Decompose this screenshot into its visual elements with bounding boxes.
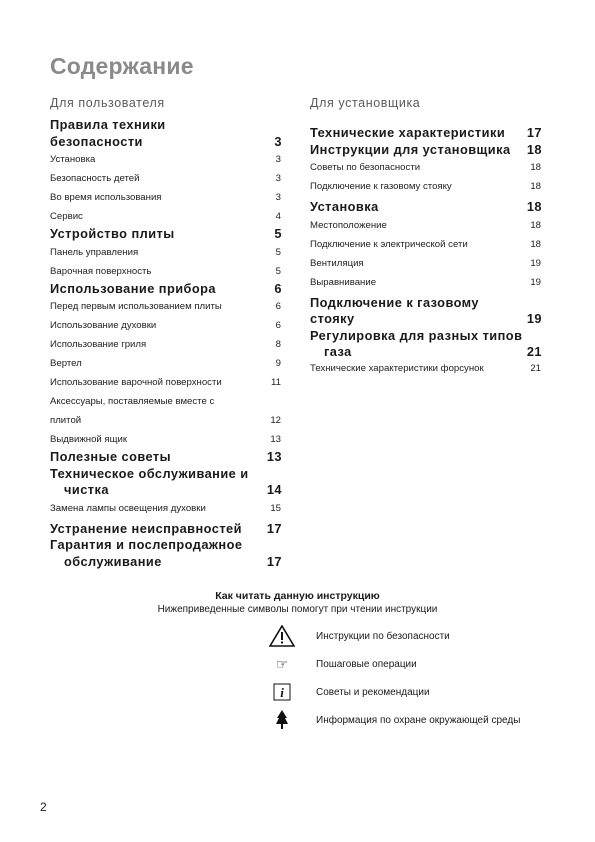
toc-item-label: Использование духовки <box>50 320 157 331</box>
legend-text: Пошаговые операции <box>316 658 417 670</box>
toc-page-number: 4 <box>275 211 281 222</box>
toc-item-label: Использование гриля <box>50 339 147 350</box>
toc-page-number: 3 <box>274 133 282 149</box>
toc-page-number: 18 <box>526 199 542 214</box>
toc-section-safety[interactable] <box>50 117 282 150</box>
toc-page-number: 13 <box>266 449 282 464</box>
toc-page-number: 17 <box>266 553 282 569</box>
toc-item[interactable] <box>310 254 542 273</box>
toc-item-label: Местоположение <box>310 219 387 231</box>
toc-section-gas-connection[interactable] <box>310 295 542 328</box>
toc-item[interactable] <box>50 392 282 411</box>
toc-section-label: Полезные советы <box>50 449 171 464</box>
toc-item[interactable] <box>310 158 542 177</box>
toc-item[interactable] <box>50 150 282 169</box>
toc-item[interactable] <box>50 373 282 392</box>
toc-item[interactable] <box>50 430 282 449</box>
toc-item[interactable] <box>50 169 282 188</box>
legend-row <box>268 650 568 678</box>
toc-section-installer-instructions[interactable] <box>310 142 542 159</box>
legend-subtitle: Нижеприведенные символы помогут при чтении инструкции <box>157 604 438 615</box>
toc-page-number: 21 <box>526 344 542 359</box>
toc-page-number: 18 <box>530 162 541 173</box>
toc-item[interactable] <box>50 262 282 281</box>
toc-section-label: Использование прибора <box>50 280 216 296</box>
legend-row <box>268 678 568 706</box>
toc-page-number: 5 <box>275 246 281 258</box>
toc-item-label: Панель управления <box>50 246 139 258</box>
toc-page-number: 15 <box>270 502 281 514</box>
toc-section-label: Гарантия и послепродажное <box>50 537 243 552</box>
toc-item-label: Выдвижной ящик <box>50 434 128 445</box>
toc-page-number: 18 <box>530 181 541 192</box>
toc-page-number: 6 <box>275 301 281 312</box>
svg-text:i: i <box>280 685 284 700</box>
legend-row <box>268 622 568 650</box>
pointing-hand-icon: ☞ <box>275 655 289 672</box>
legend-title: Как читать данную инструкцию <box>215 590 380 602</box>
toc-item-label: Вентиляция <box>310 257 364 269</box>
toc-section-label: Правила техники <box>50 117 166 132</box>
toc-page-number: 17 <box>526 125 542 140</box>
toc-item-label: Перед первым использованием плиты <box>50 301 222 312</box>
toc-item-label: Технические характеристики форсунок <box>310 362 484 374</box>
toc-item[interactable] <box>310 273 542 292</box>
toc-page-number: 18 <box>526 141 542 157</box>
page-number: 2 <box>40 800 47 814</box>
toc-page-number: 21 <box>530 362 541 374</box>
warning-triangle-icon <box>268 625 296 647</box>
symbols-legend <box>268 622 568 734</box>
toc-page-number: 18 <box>530 219 541 231</box>
toc-item[interactable] <box>50 243 282 262</box>
toc-item[interactable] <box>50 297 282 316</box>
toc-item[interactable] <box>50 499 282 518</box>
page-title: Содержание <box>50 53 194 79</box>
toc-section-device[interactable] <box>50 226 282 243</box>
toc-section-label: Техническое обслуживание и <box>50 465 249 481</box>
toc-item[interactable] <box>50 411 282 430</box>
toc-item-label: Использование варочной поверхности <box>50 377 222 388</box>
toc-page-number: 12 <box>270 415 281 426</box>
toc-item-label: Подключение к газовому стояку <box>310 181 452 192</box>
toc-item[interactable] <box>50 188 282 207</box>
toc-item-label: Сервис <box>50 211 83 222</box>
toc-page-number: 13 <box>270 434 281 445</box>
toc-page-number: 3 <box>275 192 281 203</box>
tree-icon <box>268 709 296 731</box>
toc-item[interactable] <box>310 235 542 254</box>
toc-page-number: 6 <box>274 280 282 296</box>
toc-installer-column <box>310 96 542 376</box>
toc-section-usage[interactable] <box>50 281 282 298</box>
toc-item-label: Вертел <box>50 358 82 369</box>
toc-section-installation[interactable] <box>310 199 542 216</box>
toc-section-label: Регулировка для разных типов <box>310 327 523 343</box>
toc-user-column <box>50 96 282 570</box>
toc-section-label: безопасности <box>50 133 143 149</box>
toc-item[interactable] <box>50 335 282 354</box>
toc-page-number: 6 <box>275 320 281 331</box>
toc-section-label: Устройство плиты <box>50 226 175 241</box>
column-heading-installer: Для установщика <box>310 96 421 110</box>
toc-item[interactable] <box>310 216 542 235</box>
toc-item-label: Выравнивание <box>310 276 377 288</box>
toc-item-label: Безопасность детей <box>50 173 140 184</box>
toc-item-label: Варочная поверхность <box>50 265 152 277</box>
toc-section-label: обслуживание <box>64 553 162 569</box>
toc-page-number: 3 <box>275 154 281 165</box>
toc-page-number: 17 <box>266 520 282 536</box>
info-i-icon <box>268 683 296 701</box>
toc-page-number: 5 <box>274 226 282 241</box>
toc-item[interactable] <box>50 207 282 226</box>
toc-item[interactable] <box>50 354 282 373</box>
toc-section-label: газа <box>324 344 352 359</box>
toc-page-number: 19 <box>530 276 541 288</box>
toc-section-label: чистка <box>64 482 109 497</box>
toc-item-label: Во время использования <box>50 192 162 203</box>
toc-section-label: Подключение к газовому <box>310 294 479 310</box>
toc-page-number: 19 <box>526 311 542 326</box>
toc-page-number: 11 <box>271 377 281 388</box>
symbols-legend-header <box>0 589 595 617</box>
toc-section-specs[interactable] <box>310 125 542 142</box>
toc-page-number: 8 <box>275 339 281 350</box>
toc-section-label: Инструкции для установщика <box>310 141 511 157</box>
toc-item-label: Установка <box>50 154 96 165</box>
toc-item-label: Подключение к электрической сети <box>310 238 468 250</box>
toc-section-troubleshooting[interactable] <box>50 521 282 538</box>
legend-text: Информация по охране окружающей среды <box>316 714 521 726</box>
toc-item[interactable] <box>310 361 542 376</box>
toc-page-number: 19 <box>530 257 541 269</box>
toc-section-label: Устранение неисправностей <box>50 520 242 536</box>
legend-text: Инструкции по безопасности <box>316 630 450 642</box>
toc-section-warranty[interactable] <box>50 537 282 570</box>
toc-page-number: 18 <box>530 238 541 250</box>
toc-page-number: 14 <box>266 482 282 497</box>
toc-item-label: Советы по безопасности <box>310 162 421 173</box>
toc-page-number: 5 <box>275 265 281 277</box>
toc-item-label: плитой <box>50 415 82 426</box>
toc-page-number: 9 <box>275 358 281 369</box>
toc-section-label: стояку <box>310 311 355 326</box>
toc-item[interactable] <box>310 177 542 196</box>
legend-row <box>268 706 568 734</box>
legend-text: Советы и рекомендации <box>316 686 430 698</box>
toc-section-label: Технические характеристики <box>310 125 506 140</box>
toc-page-number: 3 <box>275 173 281 184</box>
toc-item-label: Замена лампы освещения духовки <box>50 502 206 514</box>
toc-item-label: Аксессуары, поставляемые вместе с <box>50 396 215 407</box>
column-heading-user: Для пользователя <box>50 96 165 110</box>
toc-section-label: Установка <box>310 199 379 214</box>
toc-section-gas-adjustment[interactable] <box>310 328 542 361</box>
toc-section-maintenance[interactable] <box>50 466 282 499</box>
toc-item[interactable] <box>50 316 282 335</box>
toc-section-tips[interactable] <box>50 449 282 466</box>
